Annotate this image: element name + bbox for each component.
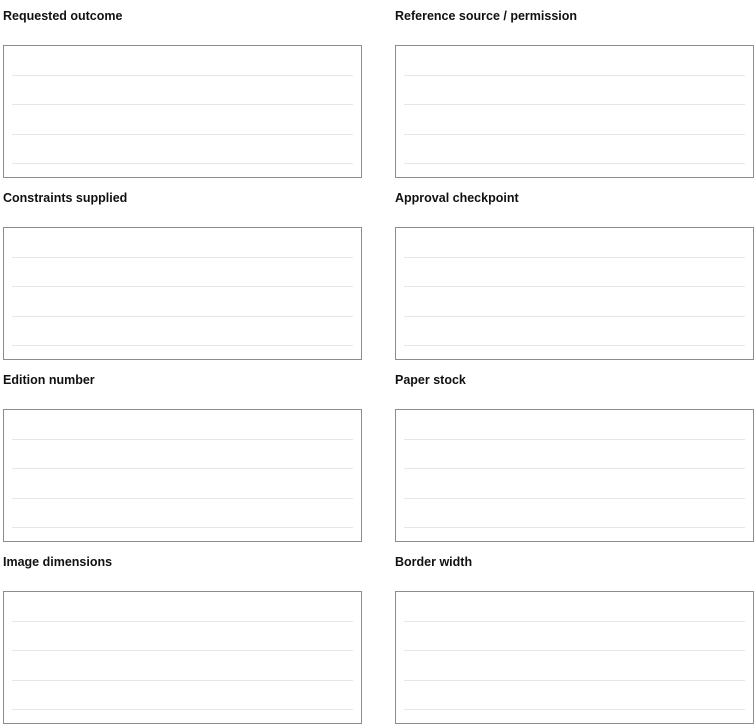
writing-line — [12, 163, 353, 164]
field-label: Edition number — [3, 373, 95, 387]
writing-line — [12, 621, 353, 622]
field-image-dimensions — [3, 546, 362, 728]
writing-area[interactable] — [395, 409, 754, 542]
writing-line — [404, 468, 745, 469]
writing-line — [404, 621, 745, 622]
writing-line — [404, 680, 745, 681]
writing-line — [404, 439, 745, 440]
writing-line — [404, 345, 745, 346]
writing-line — [404, 286, 745, 287]
field-reference-source — [395, 0, 754, 182]
field-label: Approval checkpoint — [395, 191, 519, 205]
form-grid — [3, 0, 754, 728]
writing-line — [12, 680, 353, 681]
writing-line — [12, 134, 353, 135]
writing-line — [12, 650, 353, 651]
field-approval-checkpoint — [395, 182, 754, 364]
writing-line — [12, 286, 353, 287]
writing-line — [12, 468, 353, 469]
writing-line — [12, 345, 353, 346]
writing-line — [12, 316, 353, 317]
writing-area[interactable] — [3, 45, 362, 178]
writing-line — [12, 527, 353, 528]
writing-line — [404, 709, 745, 710]
field-requested-outcome — [3, 0, 362, 182]
writing-line — [404, 134, 745, 135]
writing-area[interactable] — [3, 409, 362, 542]
writing-line — [404, 257, 745, 258]
field-border-width — [395, 546, 754, 728]
writing-line — [12, 709, 353, 710]
writing-area[interactable] — [3, 227, 362, 360]
field-label: Paper stock — [395, 373, 466, 387]
writing-area[interactable] — [395, 591, 754, 724]
field-paper-stock — [395, 364, 754, 546]
writing-line — [12, 498, 353, 499]
writing-line — [404, 104, 745, 105]
writing-area[interactable] — [395, 227, 754, 360]
field-label: Image dimensions — [3, 555, 113, 569]
writing-line — [404, 316, 745, 317]
field-label: Constraints supplied — [3, 191, 128, 205]
writing-line — [404, 498, 745, 499]
writing-area[interactable] — [3, 591, 362, 724]
field-label: Requested outcome — [3, 9, 123, 23]
writing-line — [12, 75, 353, 76]
field-label: Border width — [395, 555, 473, 569]
writing-line — [404, 527, 745, 528]
writing-line — [404, 75, 745, 76]
writing-line — [404, 650, 745, 651]
writing-line — [12, 439, 353, 440]
field-label: Reference source / permission — [395, 9, 578, 23]
writing-area[interactable] — [395, 45, 754, 178]
writing-line — [12, 104, 353, 105]
field-constraints-supplied — [3, 182, 362, 364]
writing-line — [12, 257, 353, 258]
field-edition-number — [3, 364, 362, 546]
writing-line — [404, 163, 745, 164]
